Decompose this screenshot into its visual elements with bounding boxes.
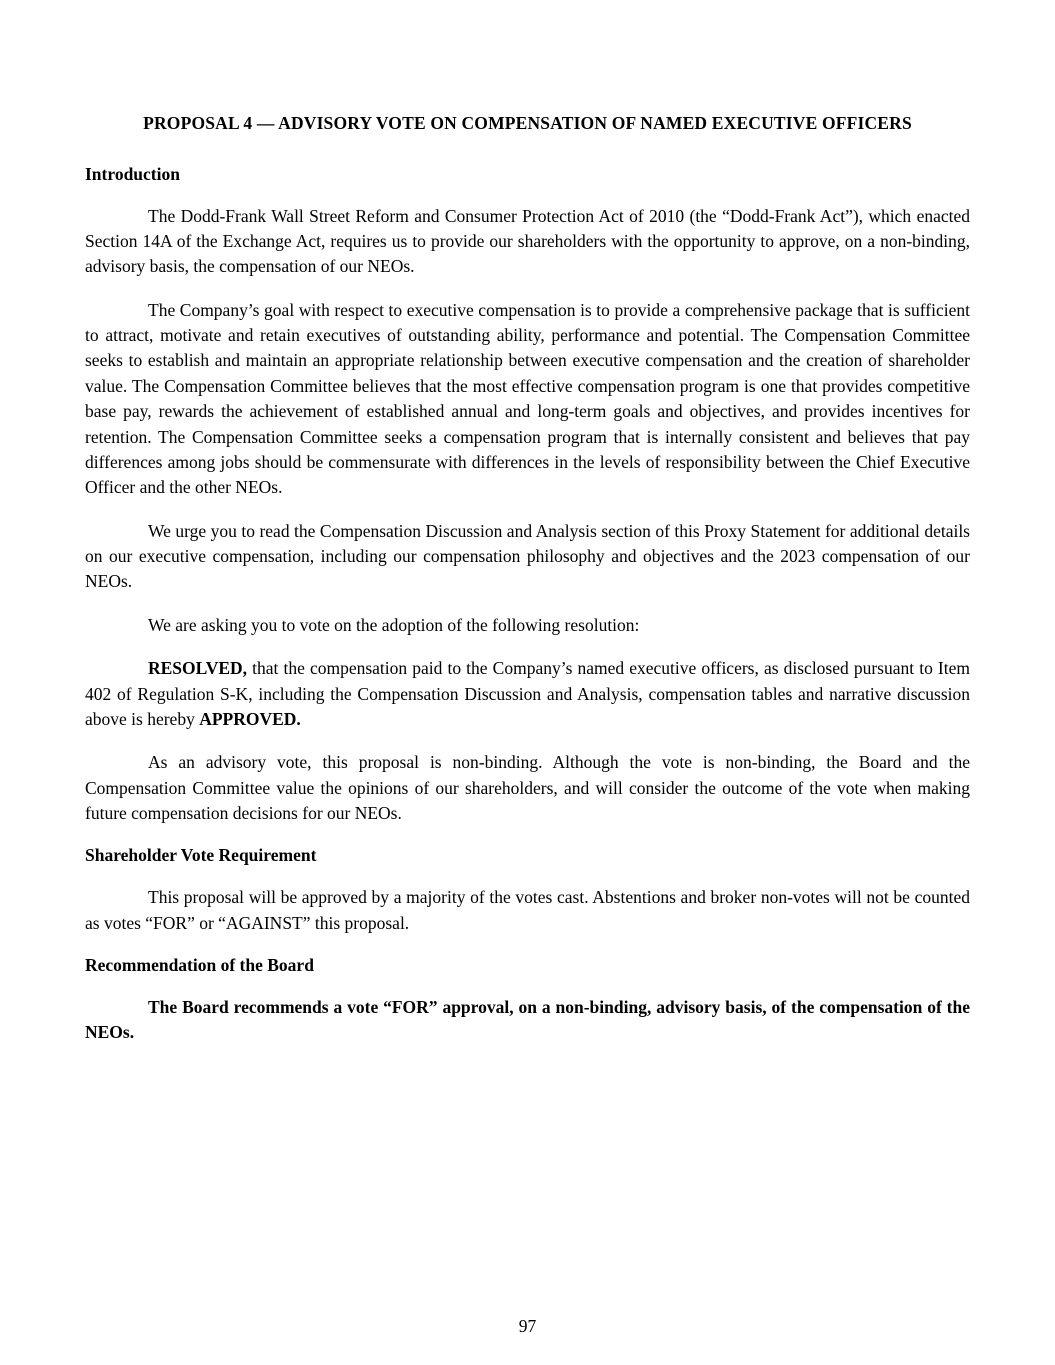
approved-label: APPROVED. — [199, 708, 301, 729]
resolved-label: RESOLVED, — [148, 658, 248, 679]
paragraph-dodd-frank: The Dodd-Frank Wall Street Reform and Consumer Protection Act of 2010 (the “Dodd-Frank Act”), which enacted Section 14A of the Exchange Act, requires us to provide our shareholders with the opportunity to approve, on a non-binding, advisory basis, the compensation of our NEOs. — [85, 205, 970, 277]
page-title: PROPOSAL 4 — ADVISORY VOTE ON COMPENSATION OF NAMED EXECUTIVE OFFICERS — [143, 113, 912, 133]
paragraph-compensation-goal: The Company’s goal with respect to executive compensation is to provide a comprehensive package that is sufficient to attract, motivate and retain executives of outstanding ability, performance and potential. The Compensation Committee seeks to establish and maintain an appropriate relationship between executive compensation and the creation of shareholder value. The Compensation Committee believes that the most effective compensation program is one that provides competitive base pay, rewards the achievement of established annual and long-term goals and objectives, and provides incentives for retention. The Compensation Committee seeks a compensation program that is internally consistent and believes that pay differences among jobs should be commensurate with differences in the levels of responsibility between the Chief Executive Officer and the other NEOs. — [85, 299, 970, 498]
paragraph-resolution — [85, 656, 970, 732]
paragraph-vote-requirement: This proposal will be approved by a majority of the votes cast. Abstentions and broker non-votes will not be counted as votes “FOR” or “AGAINST” this proposal. — [85, 887, 970, 933]
paragraph-board-recommendation: The Board recommends a vote “FOR” approval, on a non-binding, advisory basis, of the compensation of the NEOs. — [85, 996, 970, 1042]
heading-recommendation-of-the-board: Recommendation of the Board — [85, 954, 314, 975]
paragraph-asking-vote: We are asking you to vote on the adoption of the following resolution: — [148, 614, 640, 635]
paragraph-urge-read-cda: We urge you to read the Compensation Discussion and Analysis section of this Proxy Statement for additional details on our executive compensation, including our compensation philosophy and objectives and the 2023 compensation of our NEOs. — [85, 520, 970, 592]
paragraph-advisory-nonbinding: As an advisory vote, this proposal is non-binding. Although the vote is non-binding, the Board and the Compensation Committee value the opinions of our shareholders, and will consider the outcome of the vote when making future compensation decisions for our NEOs. — [85, 752, 970, 823]
heading-introduction: Introduction — [85, 163, 180, 184]
page-number: 97 — [518, 1316, 537, 1336]
heading-shareholder-vote-requirement: Shareholder Vote Requirement — [85, 845, 317, 866]
resolution-text: that the compensation paid to the Company’s named executive officers, as disclosed pursuant to Item 402 of Regulation S-K, including the Compensation Discussion and Analysis, compensation tables and narrative discussion above is hereby — [85, 658, 970, 729]
